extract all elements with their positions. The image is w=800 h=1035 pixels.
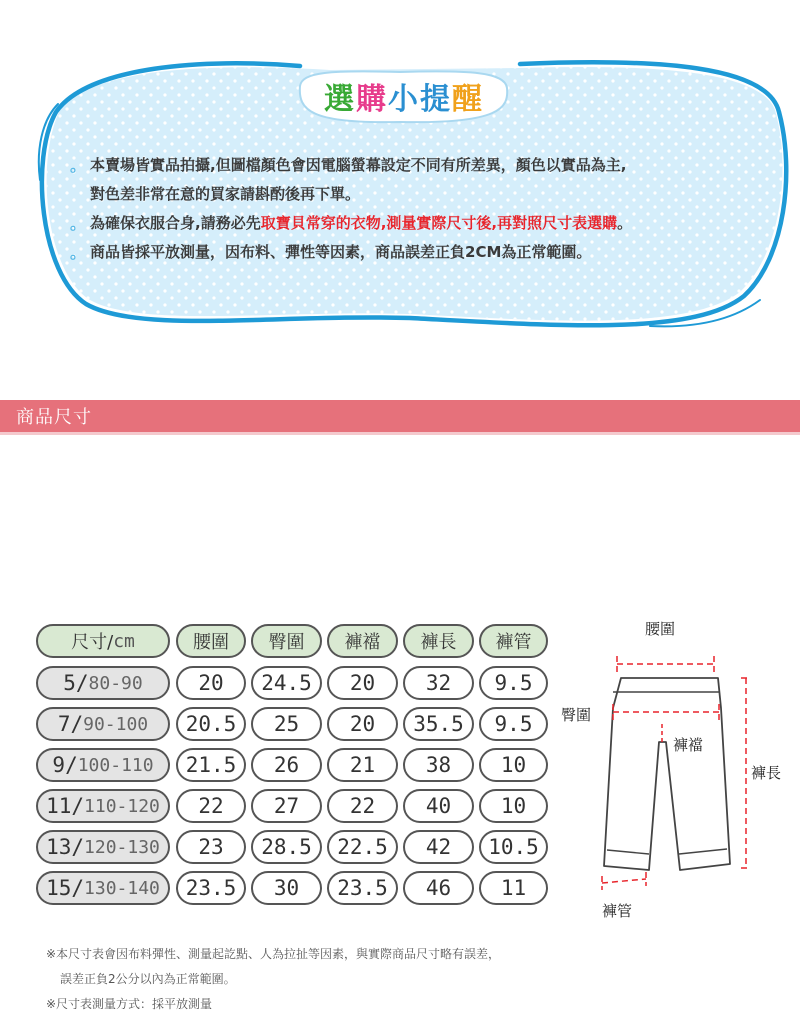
measurement-cell: 10: [479, 789, 548, 823]
measurement-cell: 20: [327, 666, 398, 700]
measurement-diagram: [555, 620, 800, 930]
notice-title-char: 醒: [452, 82, 482, 117]
column-header-waist: 腰圍: [176, 624, 246, 658]
notice-line-text: 。: [617, 214, 633, 232]
measurement-cell: 24.5: [251, 666, 322, 700]
diagram-label-leg-opening: 褲管: [602, 902, 633, 920]
measurement-cell: 30: [251, 871, 322, 905]
notice-title: [298, 70, 508, 122]
measurement-cell: 21.5: [176, 748, 246, 782]
notice-line: [70, 151, 770, 180]
size-value: 7/: [57, 712, 84, 736]
measurement-cell: 22: [176, 789, 246, 823]
notice-title-char: 提: [420, 82, 450, 117]
size-cell: [36, 707, 170, 741]
measurement-cell: 20: [176, 666, 246, 700]
size-value: 9/: [52, 753, 78, 777]
measurement-cell: 20: [327, 707, 398, 741]
notice-line-text: 為確保衣服合身,請務必先: [90, 214, 261, 232]
measurement-cell: 46: [403, 871, 474, 905]
size-cell: [36, 748, 170, 782]
measurement-cell: 20.5: [176, 707, 246, 741]
section-divider: [0, 432, 800, 435]
measurement-cell: 22: [327, 789, 398, 823]
height-range: 130-140: [84, 877, 160, 899]
diagram-label-length: 褲長: [751, 764, 782, 782]
diagram-label-hip: 臀圍: [561, 706, 592, 724]
notice-title-char: 選: [324, 82, 354, 117]
note-line: ※尺寸表測量方式：採平放測量: [46, 997, 213, 1011]
size-cell: [36, 871, 170, 905]
measurement-cell: 25: [251, 707, 322, 741]
note-line: ※本尺寸表會因布料彈性、測量起訖點、人為拉扯等因素，與實際商品尺寸略有誤差，: [46, 947, 501, 961]
section-title: 商品尺寸: [16, 407, 92, 428]
column-header-length: 褲長: [403, 624, 474, 658]
size-cell: [36, 830, 170, 864]
purchase-notice: [0, 0, 800, 360]
measurement-cell: 11: [479, 871, 548, 905]
notice-title-char: 小: [388, 82, 418, 117]
section-header: [0, 400, 800, 432]
bullet-icon: 。: [70, 214, 87, 233]
note-line: 誤差正負2公分以內為正常範圍。: [60, 972, 236, 986]
diagram-label-waist: 腰圍: [645, 620, 676, 638]
size-cell: [36, 789, 170, 823]
measurement-cell: 9.5: [479, 707, 548, 741]
diagram-label-crotch: 褲襠: [673, 736, 704, 754]
height-range: 110-120: [84, 795, 160, 817]
size-column-header: [36, 624, 170, 658]
size-value: 5/: [63, 671, 89, 695]
column-header-hip: 臀圍: [251, 624, 322, 658]
height-range: 120-130: [84, 836, 160, 858]
column-header-leg-opening: 褲管: [479, 624, 548, 658]
height-range: 100-110: [77, 754, 154, 776]
size-header-label: 尺寸/: [71, 632, 114, 653]
measurement-cell: 21: [327, 748, 398, 782]
bullet-icon: 。: [70, 243, 87, 262]
measurement-cell: 28.5: [251, 830, 322, 864]
notice-line-text: 本賣場皆實品拍攝,但圖檔顏色會因電腦螢幕設定不同有所差異，顏色以實品為主,: [90, 156, 627, 174]
measurement-cell: 42: [403, 830, 474, 864]
column-header-crotch: 褲襠: [327, 624, 398, 658]
measurement-cell: 22.5: [327, 830, 398, 864]
notice-line-text: 商品皆採平放測量，因布料、彈性等因素，商品誤差正負2CM為正常範圍。: [90, 243, 592, 261]
measurement-cell: 23: [176, 830, 246, 864]
size-value: 13/: [46, 835, 85, 859]
measurement-cell: 27: [251, 789, 322, 823]
measurement-cell: 10.5: [479, 830, 548, 864]
notice-highlight-text: 取寶貝常穿的衣物,測量實際尺寸後,再對照尺寸表選購: [260, 214, 618, 232]
notice-line: [70, 209, 770, 238]
height-range: 90-100: [83, 713, 149, 735]
height-range: 80-90: [88, 672, 143, 694]
notice-title-char: 購: [356, 82, 386, 117]
measurement-cell: 10: [479, 748, 548, 782]
measurement-cell: 23.5: [176, 871, 246, 905]
measurement-cell: 40: [403, 789, 474, 823]
notice-line-text: 對色差非常在意的買家請斟酌後再下單。: [90, 185, 361, 203]
notice-text: [70, 151, 770, 267]
measurement-cell: 32: [403, 666, 474, 700]
measurement-cell: 9.5: [479, 666, 548, 700]
size-notes: [46, 942, 500, 1017]
size-header-unit: cm: [113, 630, 135, 652]
bullet-icon: 。: [70, 156, 87, 175]
measurement-cell: 26: [251, 748, 322, 782]
measurement-cell: 35.5: [403, 707, 474, 741]
size-cell: [36, 666, 170, 700]
notice-line: [70, 238, 770, 267]
measurement-cell: 38: [403, 748, 474, 782]
size-value: 11/: [46, 794, 85, 818]
size-value: 15/: [46, 876, 85, 900]
notice-line: [70, 180, 770, 209]
measurement-cell: 23.5: [327, 871, 398, 905]
